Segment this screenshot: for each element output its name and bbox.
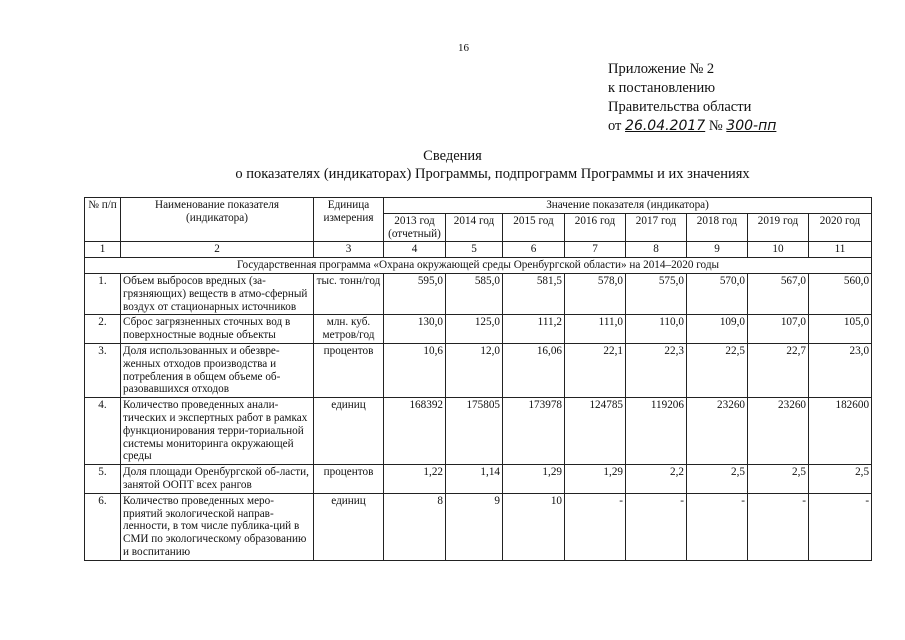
indicator-value: 581,5 (503, 273, 565, 314)
indicator-unit: единиц (314, 493, 384, 560)
page-number: 16 (458, 42, 469, 54)
column-number: 4 (384, 242, 446, 258)
indicator-value: 22,1 (565, 343, 626, 397)
header-row (85, 198, 872, 214)
indicator-unit: тыс. тонн/год (314, 273, 384, 314)
document-subtitle: о показателях (индикаторах) Программы, подпрограмм Программы и их значениях (235, 166, 750, 182)
indicator-value: 22,7 (748, 343, 809, 397)
indicator-value: 111,2 (503, 315, 565, 344)
column-numbers-row (85, 242, 872, 258)
table-row (85, 465, 872, 494)
indicator-value: 125,0 (446, 315, 503, 344)
appendix-block (608, 60, 776, 136)
table-row (85, 398, 872, 465)
indicator-value: 173978 (503, 398, 565, 465)
indicator-value: 10 (503, 493, 565, 560)
column-number: 8 (626, 242, 687, 258)
indicator-value: - (809, 493, 872, 560)
row-number: 2. (85, 315, 121, 344)
header-name: Наименование показателя (индикатора) (121, 198, 314, 242)
indicator-unit: процентов (314, 343, 384, 397)
indicator-value: 567,0 (748, 273, 809, 314)
column-number: 7 (565, 242, 626, 258)
column-number: 2 (121, 242, 314, 258)
indicator-value: - (748, 493, 809, 560)
column-number: 1 (85, 242, 121, 258)
indicator-value: 570,0 (687, 273, 748, 314)
appendix-line-1: Приложение № 2 (608, 61, 715, 77)
row-number: 5. (85, 465, 121, 494)
section-row (85, 258, 872, 274)
indicator-unit: единиц (314, 398, 384, 465)
indicator-value: 130,0 (384, 315, 446, 344)
indicator-value: 182600 (809, 398, 872, 465)
indicator-value: 1,22 (384, 465, 446, 494)
header-year: 2015 год (503, 213, 565, 242)
handwritten-date: 26.04.2017 (625, 118, 706, 134)
header-num: № п/п (85, 198, 121, 242)
indicator-value: 2,5 (748, 465, 809, 494)
section-title: Государственная программа «Охрана окружающей среды Оренбургской области» на 2014–2020 годы (85, 258, 872, 274)
indicator-value: 23,0 (809, 343, 872, 397)
table-row (85, 315, 872, 344)
header-unit: Единица измерения (314, 198, 384, 242)
table-row (85, 343, 872, 397)
indicator-name: Доля площади Оренбургской об-ласти, занятой ООПТ всех рангов (121, 465, 314, 494)
indicator-value: 124785 (565, 398, 626, 465)
table-row (85, 273, 872, 314)
handwritten-number: 300-пп (726, 118, 777, 134)
indicator-value: 1,14 (446, 465, 503, 494)
indicator-value: 595,0 (384, 273, 446, 314)
indicator-value: 23260 (748, 398, 809, 465)
indicators-table (84, 197, 872, 561)
indicator-value: 22,3 (626, 343, 687, 397)
row-number: 6. (85, 493, 121, 560)
number-prefix: № (708, 118, 723, 134)
indicator-value: - (565, 493, 626, 560)
indicator-unit: процентов (314, 465, 384, 494)
indicator-value: 2,5 (687, 465, 748, 494)
indicator-value: 2,2 (626, 465, 687, 494)
date-prefix: от (608, 118, 622, 134)
header-year: 2020 год (809, 213, 872, 242)
row-number: 3. (85, 343, 121, 397)
indicator-value: 111,0 (565, 315, 626, 344)
indicator-value: 23260 (687, 398, 748, 465)
indicator-value: 110,0 (626, 315, 687, 344)
indicator-value: 578,0 (565, 273, 626, 314)
indicator-value: 575,0 (626, 273, 687, 314)
indicator-value: 560,0 (809, 273, 872, 314)
indicator-value: 109,0 (687, 315, 748, 344)
column-number: 3 (314, 242, 384, 258)
column-number: 9 (687, 242, 748, 258)
document-title: Сведения (423, 148, 482, 164)
indicator-name: Объем выбросов вредных (за-грязняющих) веществ в атмо-сферный воздух от стационарных источников (121, 273, 314, 314)
header-values: Значение показателя (индикатора) (384, 198, 872, 214)
indicator-value: 1,29 (503, 465, 565, 494)
indicator-value: 1,29 (565, 465, 626, 494)
header-year: 2016 год (565, 213, 626, 242)
indicator-value: 107,0 (748, 315, 809, 344)
indicator-name: Количество проведенных меро-приятий экологической направ-ленности, в том числе публика-ций в СМИ по экологическому образованию и воспитанию (121, 493, 314, 560)
appendix-line-2: к постановлению (608, 80, 716, 96)
indicator-value: 105,0 (809, 315, 872, 344)
header-year: 2013 год (отчетный) (384, 213, 446, 242)
indicator-value: 22,5 (687, 343, 748, 397)
indicator-name: Доля использованных и обезвре-женных отходов производства и потребления в общем объеме об-разовавшихся отходов (121, 343, 314, 397)
indicator-unit: млн. куб. метров/год (314, 315, 384, 344)
header-year: 2014 год (446, 213, 503, 242)
row-number: 1. (85, 273, 121, 314)
indicator-value: 119206 (626, 398, 687, 465)
row-number: 4. (85, 398, 121, 465)
indicator-value: - (687, 493, 748, 560)
indicator-value: 175805 (446, 398, 503, 465)
indicator-value: 10,6 (384, 343, 446, 397)
column-number: 5 (446, 242, 503, 258)
indicator-name: Сброс загрязненных сточных вод в поверхностные водные объекты (121, 315, 314, 344)
indicator-value: - (626, 493, 687, 560)
header-year: 2017 год (626, 213, 687, 242)
column-number: 11 (809, 242, 872, 258)
indicator-value: 12,0 (446, 343, 503, 397)
indicator-value: 168392 (384, 398, 446, 465)
indicator-value: 16,06 (503, 343, 565, 397)
column-number: 6 (503, 242, 565, 258)
appendix-date-line (608, 117, 776, 136)
indicator-rows (85, 273, 872, 560)
indicator-value: 585,0 (446, 273, 503, 314)
header-year: 2019 год (748, 213, 809, 242)
indicator-value: 9 (446, 493, 503, 560)
indicator-value: 2,5 (809, 465, 872, 494)
indicator-value: 8 (384, 493, 446, 560)
column-number: 10 (748, 242, 809, 258)
appendix-line-3: Правительства области (608, 99, 752, 115)
header-year: 2018 год (687, 213, 748, 242)
indicator-name: Количество проведенных анали-тических и экспертных работ в рамках функционирования терри-ториальной системы мониторинга окружающей среды (121, 398, 314, 465)
table-row (85, 493, 872, 560)
